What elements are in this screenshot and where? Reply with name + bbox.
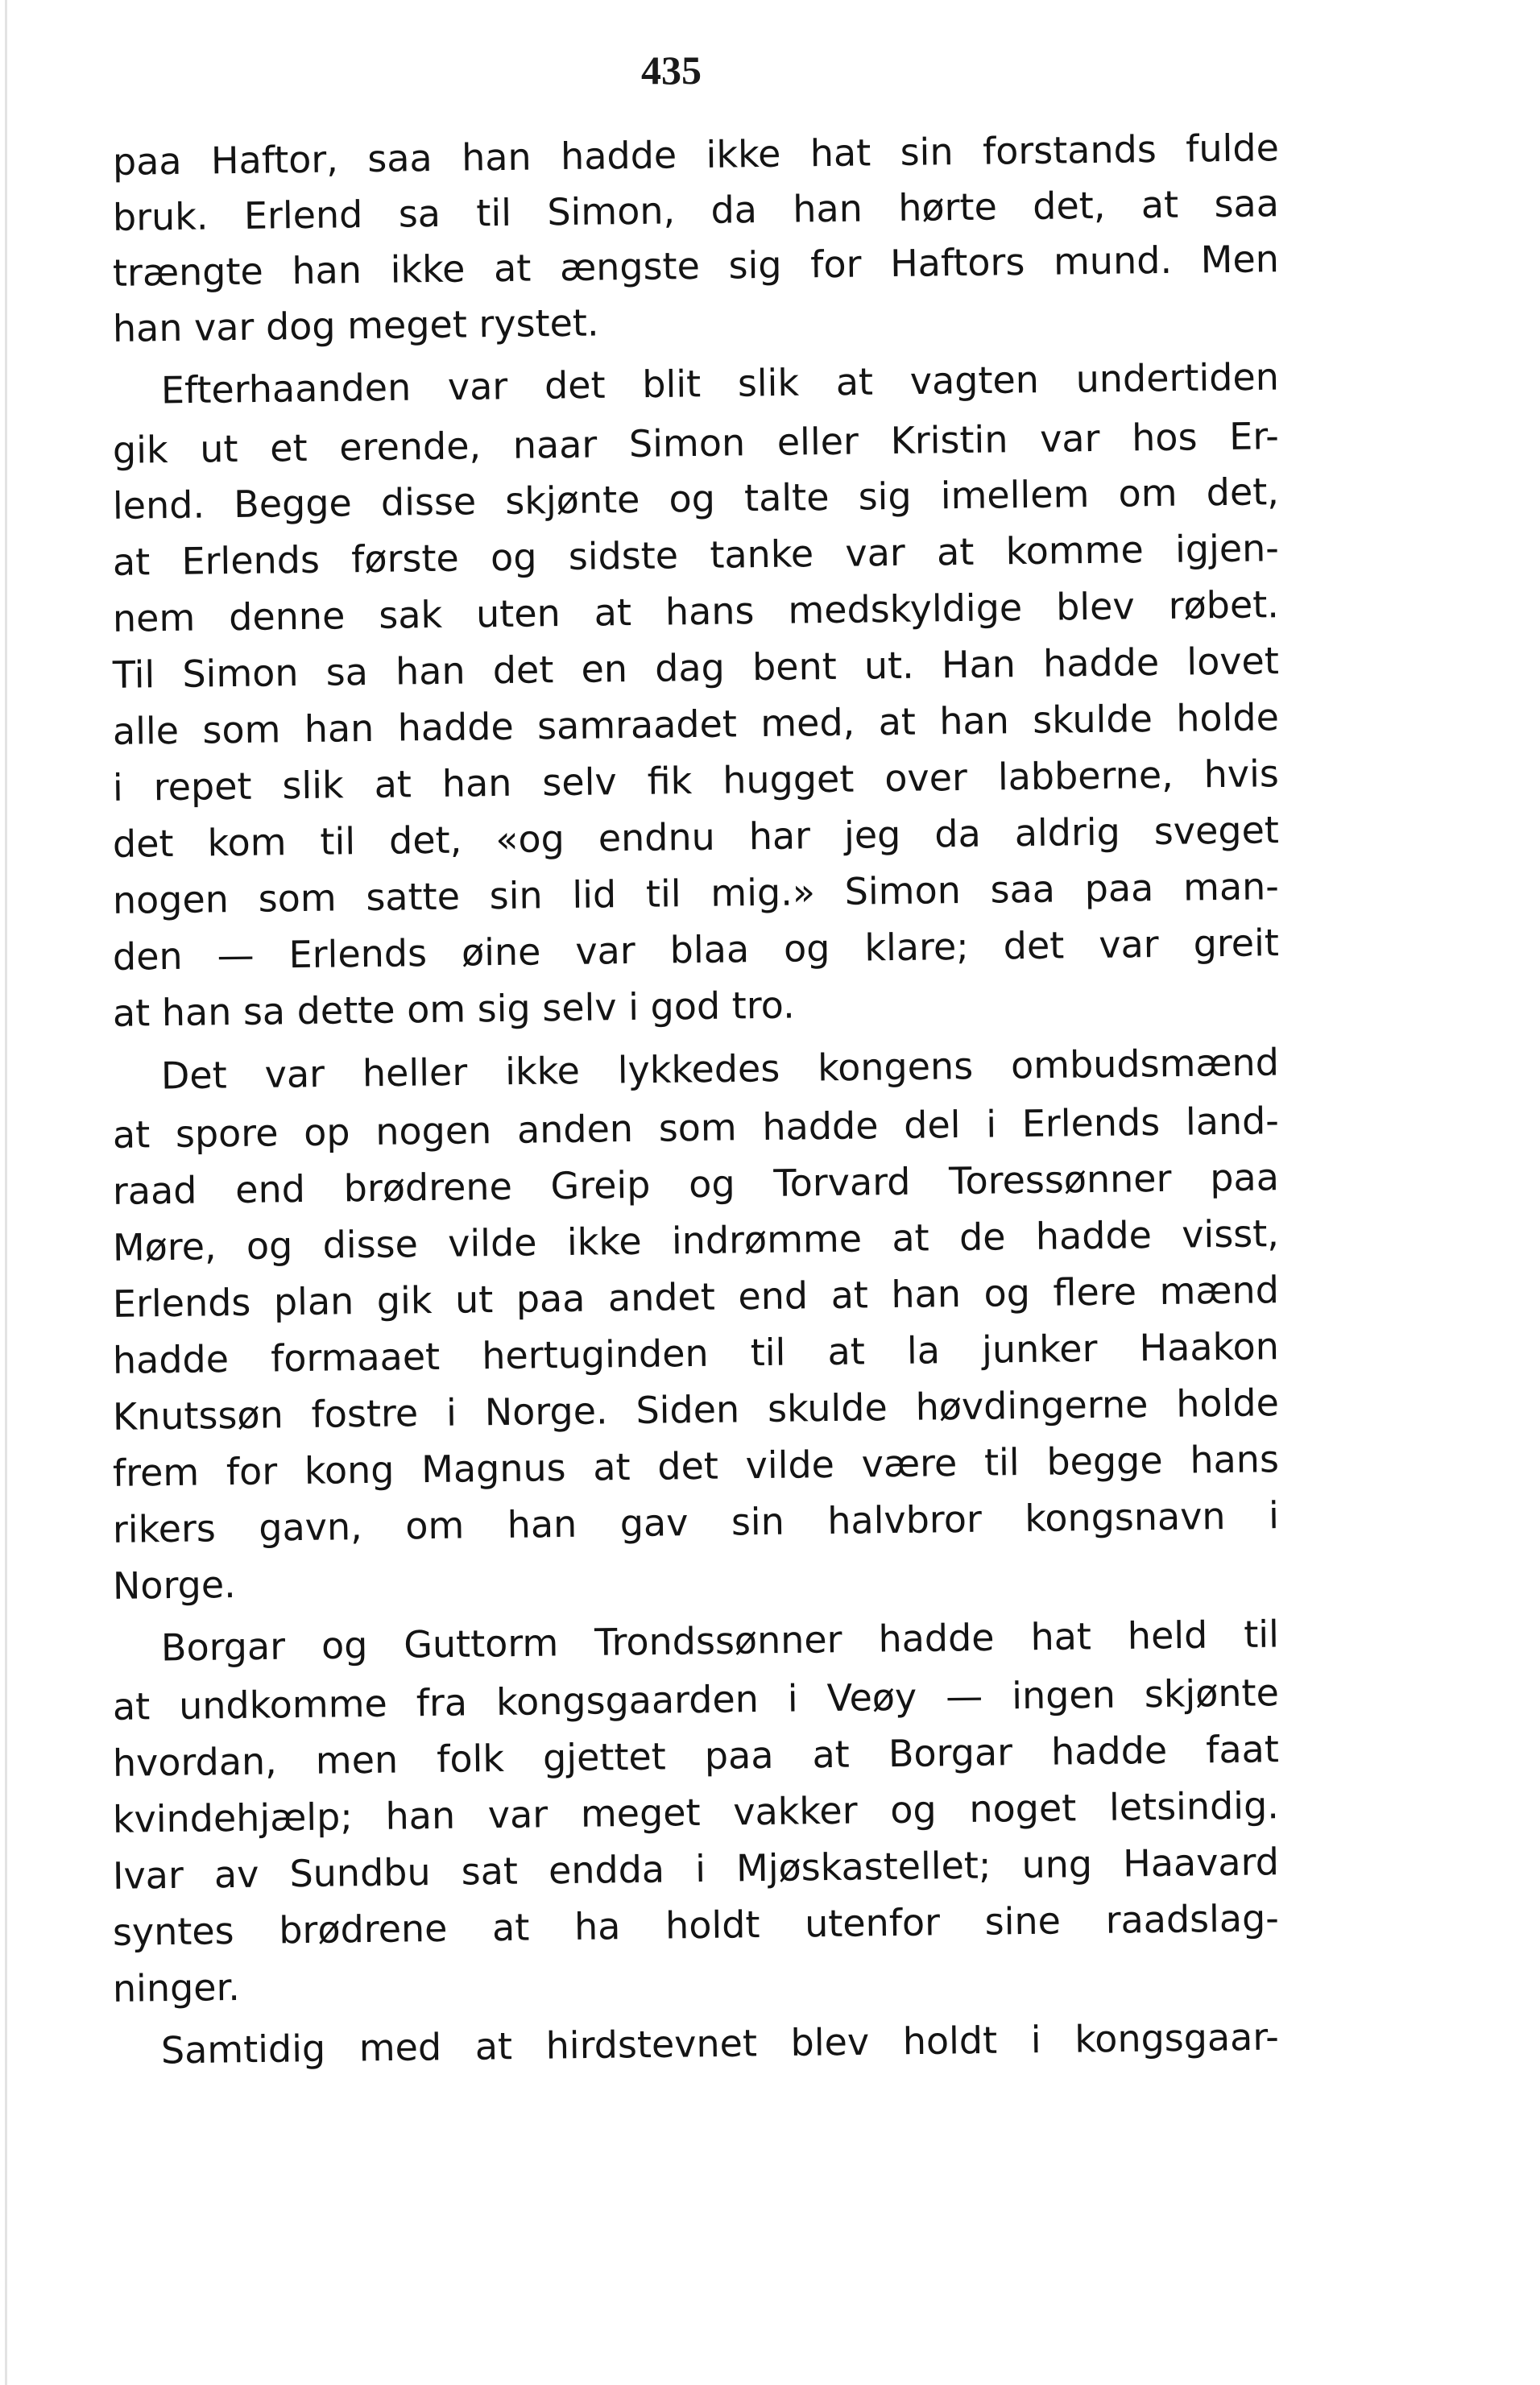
text-line: Samtidig med at hirdstevnet blev holdt i kongsgaar- bbox=[160, 2014, 1280, 2072]
text-line: paa Haftor, saa han hadde ikke hat sin forstands fulde bbox=[112, 126, 1280, 184]
text-line: nogen som satte sin lid til mig.» Simon saa paa man- bbox=[112, 864, 1280, 922]
text-line: Det var heller ikke lykkedes kongens ombudsmænd bbox=[160, 1040, 1280, 1098]
text-line: rikers gavn, om han gav sin halvbror kongsnavn i bbox=[112, 1493, 1280, 1551]
text-line: at spore op nogen anden som hadde del i Erlends land- bbox=[112, 1099, 1280, 1157]
text-line: raad end brødrene Greip og Torvard Toressønner paa bbox=[112, 1155, 1280, 1213]
page-number: 435 bbox=[641, 48, 702, 93]
text-line: frem for kong Magnus at det vilde være til begge hans bbox=[112, 1437, 1280, 1495]
text-line: ninger. bbox=[112, 1965, 241, 2010]
text-line: gik ut et erende, naar Simon eller Kristin var hos Er- bbox=[112, 414, 1280, 472]
text-line: i repet slik at han selv fik hugget over labberne, hvis bbox=[112, 752, 1280, 809]
text-line: syntes brødrene at ha holdt utenfor sine raadslag- bbox=[112, 1896, 1280, 1954]
text-line: hvordan, men folk gjettet paa at Borgar hadde faat bbox=[112, 1727, 1280, 1785]
text-line: Møre, og disse vilde ikke indrømme at de hadde visst, bbox=[112, 1211, 1280, 1269]
text-line: Ivar av Sundbu sat endda i Mjøskastellet; ung Haavard bbox=[112, 1840, 1280, 1898]
text-line: nem denne sak uten at hans medskyldige blev røbet. bbox=[112, 582, 1280, 640]
text-line: Norge. bbox=[112, 1562, 237, 1608]
text-line: Erlends plan gik ut paa andet end at han og flere mænd bbox=[112, 1268, 1280, 1326]
text-line: kvindehjælp; han var meget vakker og noget letsindig. bbox=[112, 1783, 1280, 1841]
text-line: at han sa dette om sig selv i god tro. bbox=[112, 983, 795, 1035]
text-line: alle som han hadde samraadet med, at han skulde holde bbox=[112, 695, 1280, 753]
text-line: bruk. Erlend sa til Simon, da han hørte det, at saa bbox=[112, 181, 1280, 239]
text-line: Knutssøn fostre i Norge. Siden skulde høvdingerne holde bbox=[112, 1381, 1280, 1439]
text-line: Til Simon sa han det en dag bent ut. Han hadde lovet bbox=[112, 639, 1280, 697]
text-line: Efterhaanden var det blit slik at vagten undertiden bbox=[160, 354, 1280, 412]
text-line: hadde formaaet hertuginden til at la junker Haakon bbox=[112, 1324, 1280, 1382]
page-edge bbox=[5, 0, 7, 2385]
text-line: at Erlends første og sidste tanke var at komme igjen- bbox=[112, 526, 1280, 584]
text-line: Borgar og Guttorm Trondssønner hadde hat held til bbox=[160, 1612, 1280, 1670]
text-line: den — Erlends øine var blaa og klare; det var greit bbox=[112, 921, 1280, 979]
text-line: han var dog meget rystet. bbox=[112, 300, 599, 350]
text-line: det kom til det, «og endnu har jeg da aldrig sveget bbox=[112, 808, 1280, 866]
text-line: at undkomme fra kongsgaarden i Veøy — ingen skjønte bbox=[112, 1671, 1280, 1729]
text-line: lend. Begge disse skjønte og talte sig imellem om det, bbox=[112, 470, 1280, 528]
text-line: trængte han ikke at ængste sig for Haftors mund. Men bbox=[112, 237, 1280, 295]
